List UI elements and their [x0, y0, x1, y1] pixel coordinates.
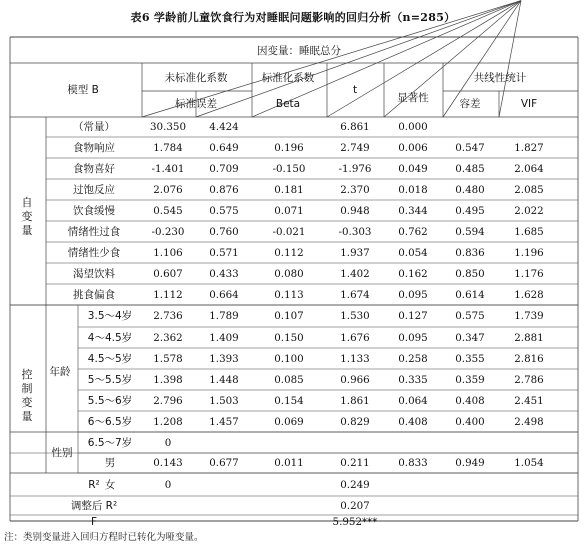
- cell-se: 0.649: [209, 142, 239, 154]
- cell-sig: 0.258: [398, 353, 428, 365]
- cell-b: 0: [164, 479, 172, 491]
- cell-vif: 2.881: [514, 332, 544, 344]
- cell-tol: 0.485: [455, 163, 485, 175]
- cell-se: 0.664: [209, 289, 239, 301]
- cell-t: 1.402: [340, 268, 370, 280]
- cell-b: -0.230: [151, 226, 185, 238]
- cell-t: 2.370: [340, 184, 370, 196]
- cell-beta: 0.071: [274, 205, 304, 217]
- row-label: 挑食偏食: [73, 289, 115, 301]
- cell-se: 1.393: [209, 353, 239, 365]
- cell-beta: -0.021: [272, 226, 306, 238]
- t-header: t: [352, 84, 358, 96]
- cell-tol: 0.408: [455, 395, 485, 407]
- cell-vif: 1.739: [514, 310, 544, 322]
- cell-t: 0.211: [340, 457, 370, 469]
- cell-b: 1.112: [153, 289, 183, 301]
- cell-se: 0.575: [209, 205, 239, 217]
- cell-b: 0.545: [153, 205, 183, 217]
- cell-t: 1.861: [340, 395, 370, 407]
- cell-b: 1.398: [153, 374, 183, 386]
- cell-tol: 0.355: [455, 353, 485, 365]
- cell-b: 1.578: [153, 353, 183, 365]
- cell-vif: 2.498: [514, 416, 544, 428]
- cell-se: 0.571: [209, 247, 239, 259]
- cell-sig: 0.335: [398, 374, 428, 386]
- model-b-header: 模型 B: [67, 84, 99, 96]
- cell-b: 1.784: [153, 142, 183, 154]
- row-label: 3.5～4岁: [87, 310, 133, 322]
- cell-se: 0.677: [209, 457, 239, 469]
- self-variable-group-label: 自变量: [21, 196, 33, 237]
- cell-t: 1.937: [340, 247, 370, 259]
- cell-se: 1.409: [209, 332, 239, 344]
- age-group-label: 年龄: [49, 366, 71, 378]
- cell-t: 0.829: [340, 416, 370, 428]
- cell-t: 1.674: [340, 289, 370, 301]
- cell-vif: 1.176: [514, 268, 544, 280]
- cell-tol: 0.359: [455, 374, 485, 386]
- cell-t: -1.976: [338, 163, 372, 175]
- cell-vif: 2.022: [514, 205, 544, 217]
- std-coef-header: 标准化系数: [261, 72, 315, 84]
- unstd-coef-header: 未标准化系数: [164, 72, 228, 84]
- cell-beta: 0.085: [274, 374, 304, 386]
- cell-tol: 0.480: [455, 184, 485, 196]
- cell-b: 1.106: [153, 247, 183, 259]
- cell-sig: 0.006: [398, 142, 428, 154]
- cell-beta: 0.100: [274, 353, 304, 365]
- cell-beta: 0.011: [274, 457, 304, 469]
- cell-beta: -0.150: [272, 163, 306, 175]
- cell-sig: 0.095: [398, 332, 428, 344]
- row-label: 情绪性少食: [67, 247, 121, 259]
- row-label: 女: [104, 479, 116, 491]
- cell-sig: 0.095: [398, 289, 428, 301]
- cell-se: 1.789: [209, 310, 239, 322]
- cell-tol: 0.836: [455, 247, 485, 259]
- cell-tol: 0.614: [455, 289, 485, 301]
- cell-sig: 0.344: [398, 205, 428, 217]
- cell-t: 0.948: [340, 205, 370, 217]
- row-label: 食物响应: [73, 142, 115, 154]
- tolerance-header: 容差: [459, 98, 481, 110]
- stat-label: F: [90, 516, 98, 528]
- cell-sig: 0.833: [398, 457, 428, 469]
- cell-sig: 0.000: [398, 121, 428, 133]
- cell-b: 2.076: [153, 184, 183, 196]
- cell-vif: 1.628: [514, 289, 544, 301]
- cell-sig: 0.064: [398, 395, 428, 407]
- cell-t: 2.749: [340, 142, 370, 154]
- cell-b: 2.362: [153, 332, 183, 344]
- cell-tol: 0.575: [455, 310, 485, 322]
- row-label: 6～6.5岁: [87, 416, 133, 428]
- cell-vif: 1.196: [514, 247, 544, 259]
- cell-beta: 0.112: [274, 247, 304, 259]
- cell-tol: 0.547: [455, 142, 485, 154]
- row-label: 4.5～5岁: [87, 353, 133, 365]
- cell-b: 2.736: [153, 310, 183, 322]
- cell-b: 1.208: [153, 416, 183, 428]
- row-label: （常量）: [73, 121, 115, 133]
- cell-se: 0.709: [209, 163, 239, 175]
- beta-header: Beta: [275, 98, 301, 110]
- cell-vif: 1.685: [514, 226, 544, 238]
- cell-tol: 0.400: [455, 416, 485, 428]
- cell-t: 1.676: [340, 332, 370, 344]
- cell-beta: 0.113: [274, 289, 304, 301]
- cell-sig: 0.018: [398, 184, 428, 196]
- cell-t: 6.861: [340, 121, 370, 133]
- cell-vif: 2.451: [514, 395, 544, 407]
- collinearity-header: 共线性统计: [473, 72, 527, 84]
- cell-beta: 0.150: [274, 332, 304, 344]
- sig-header: 显著性: [397, 92, 429, 104]
- cell-vif: 2.786: [514, 374, 544, 386]
- row-label: 5～5.5岁: [87, 374, 133, 386]
- cell-se: 1.503: [209, 395, 239, 407]
- cell-tol: 0.949: [455, 457, 485, 469]
- stat-label: 调整后 R²: [70, 500, 118, 512]
- cell-beta: 0.196: [274, 142, 304, 154]
- row-label: 渴望饮料: [73, 268, 115, 280]
- row-label: 4～4.5岁: [87, 332, 133, 344]
- std-error-header: 标准误差: [175, 98, 217, 110]
- cell-beta: 0.107: [274, 310, 304, 322]
- cell-se: 1.448: [209, 374, 239, 386]
- cell-beta: 0.069: [274, 416, 304, 428]
- cell-t: 0.966: [340, 374, 370, 386]
- stat-t-value: 5.952***: [332, 516, 378, 528]
- row-label: 食物喜好: [73, 163, 115, 175]
- row-label: 饮食缓慢: [73, 205, 115, 217]
- row-label: 5.5～6岁: [87, 395, 133, 407]
- cell-se: 0.760: [209, 226, 239, 238]
- row-label: 情绪性过食: [67, 226, 121, 238]
- cell-vif: 1.827: [514, 142, 544, 154]
- stat-t-value: 0.207: [340, 500, 370, 512]
- cell-se: 1.457: [209, 416, 239, 428]
- row-label: 男: [104, 457, 116, 469]
- table-footnote: 注：类别变量进入回归方程时已转化为哑变量。: [4, 532, 204, 543]
- gender-group-label: 性别: [51, 447, 73, 459]
- cell-tol: 0.594: [455, 226, 485, 238]
- cell-vif: 2.816: [514, 353, 544, 365]
- cell-tol: 0.347: [455, 332, 485, 344]
- cell-se: 4.424: [209, 121, 239, 133]
- cell-sig: 0.127: [398, 310, 428, 322]
- cell-sig: 0.762: [398, 226, 428, 238]
- cell-b: -1.401: [151, 163, 185, 175]
- row-label: 6.5～7岁: [87, 437, 133, 449]
- cell-tol: 0.495: [455, 205, 485, 217]
- stat-t-value: 0.249: [340, 479, 370, 491]
- table-title: 表6 学龄前儿童饮食行为对睡眠问题影响的回归分析（n=285）: [130, 11, 456, 24]
- cell-vif: 2.085: [514, 184, 544, 196]
- cell-b: 0.607: [153, 268, 183, 280]
- cell-b: 0.143: [153, 457, 183, 469]
- cell-vif: 1.054: [514, 457, 544, 469]
- cell-b: 30.350: [149, 121, 187, 133]
- cell-sig: 0.049: [398, 163, 428, 175]
- stat-label: R²: [88, 479, 100, 491]
- cell-sig: 0.162: [398, 268, 428, 280]
- dependent-var-header: 因变量：睡眠总分: [257, 45, 341, 57]
- cell-tol: 0.850: [455, 268, 485, 280]
- vif-header: VIF: [520, 98, 538, 110]
- cell-t: 1.530: [340, 310, 370, 322]
- control-variable-group-label: 控制变量: [21, 368, 33, 423]
- cell-se: 0.876: [209, 184, 239, 196]
- cell-t: -0.303: [338, 226, 372, 238]
- cell-b: 2.796: [153, 395, 183, 407]
- cell-b: 0: [164, 437, 172, 449]
- cell-sig: 0.054: [398, 247, 428, 259]
- cell-beta: 0.080: [274, 268, 304, 280]
- row-label: 过饱反应: [73, 184, 115, 196]
- cell-beta: 0.154: [274, 395, 304, 407]
- cell-vif: 2.064: [514, 163, 544, 175]
- cell-beta: 0.181: [274, 184, 304, 196]
- cell-t: 1.133: [340, 353, 370, 365]
- cell-se: 0.433: [209, 268, 239, 280]
- cell-sig: 0.408: [398, 416, 428, 428]
